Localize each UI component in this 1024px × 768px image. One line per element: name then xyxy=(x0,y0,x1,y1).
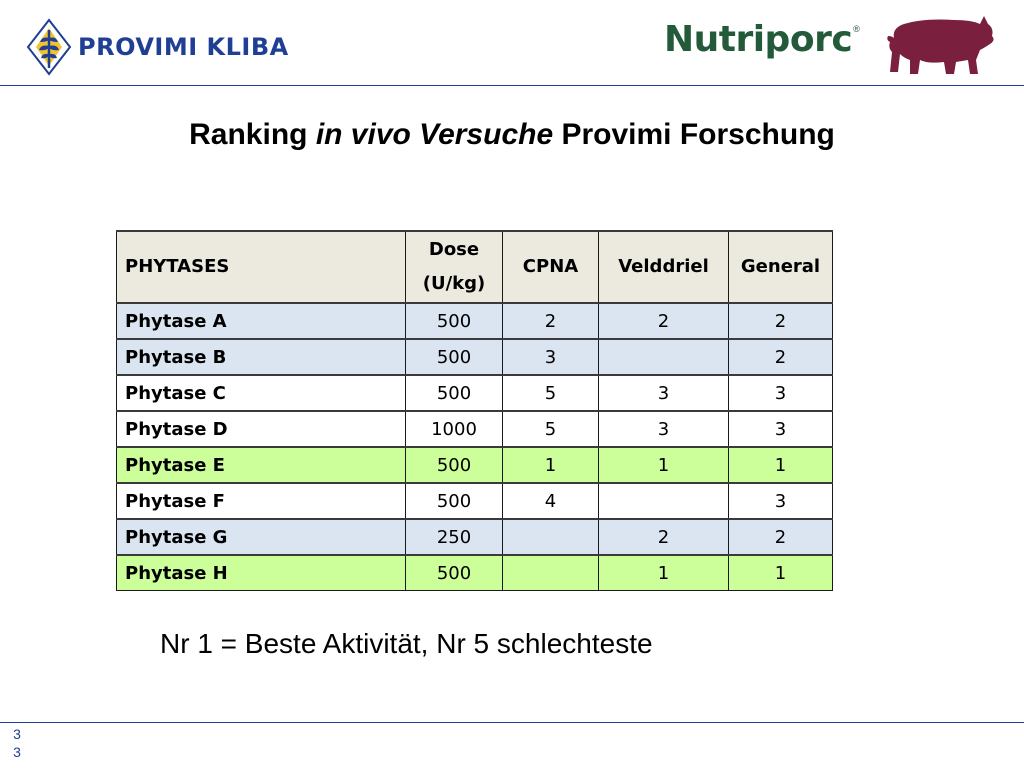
wheat-emblem-icon xyxy=(26,18,72,76)
header-dose-line1: Dose xyxy=(428,239,480,260)
cell-name: Phytase C xyxy=(117,375,406,411)
cell-cpna: 2 xyxy=(503,303,599,339)
cell-dose: 500 xyxy=(406,339,503,375)
header-dose xyxy=(406,231,503,303)
table-row xyxy=(117,555,833,591)
cell-cpna: 4 xyxy=(503,483,599,519)
cell-general: 1 xyxy=(729,447,833,483)
footer-divider xyxy=(0,722,1024,723)
nutriporc-wordmark: Nutriporc xyxy=(664,19,853,60)
table-row xyxy=(117,483,833,519)
cell-dose: 500 xyxy=(406,303,503,339)
cell-cpna xyxy=(503,519,599,555)
cell-dose: 500 xyxy=(406,555,503,591)
cell-dose: 500 xyxy=(406,447,503,483)
cell-velddriel: 1 xyxy=(599,555,729,591)
cell-dose: 500 xyxy=(406,483,503,519)
table-row xyxy=(117,519,833,555)
cell-velddriel xyxy=(599,339,729,375)
cell-cpna: 3 xyxy=(503,339,599,375)
cell-general: 3 xyxy=(729,483,833,519)
title-part-3: Provimi Forschung xyxy=(553,118,835,151)
cell-general: 3 xyxy=(729,375,833,411)
header-cpna: CPNA xyxy=(503,231,599,303)
cell-general: 2 xyxy=(729,519,833,555)
cell-velddriel xyxy=(599,483,729,519)
provimi-kliba-logo xyxy=(26,18,289,76)
header-general: General xyxy=(729,231,833,303)
header-velddriel: Velddriel xyxy=(599,231,729,303)
cell-velddriel: 3 xyxy=(599,411,729,447)
cell-name: Phytase E xyxy=(117,447,406,483)
header-phytases: PHYTASES xyxy=(117,231,406,303)
cell-name: Phytase G xyxy=(117,519,406,555)
cell-velddriel: 1 xyxy=(599,447,729,483)
cell-velddriel: 2 xyxy=(599,519,729,555)
table-row xyxy=(117,339,833,375)
provimi-kliba-wordmark: PROVIMI KLIBA xyxy=(78,33,289,61)
registered-mark: ® xyxy=(853,24,860,34)
cell-velddriel: 2 xyxy=(599,303,729,339)
slide-title xyxy=(0,118,1024,152)
header-divider xyxy=(0,85,1024,86)
phytase-ranking-table xyxy=(116,230,833,591)
cell-name: Phytase B xyxy=(117,339,406,375)
table-row xyxy=(117,303,833,339)
table-row xyxy=(117,375,833,411)
cell-cpna: 1 xyxy=(503,447,599,483)
cell-dose: 250 xyxy=(406,519,503,555)
nutriporc-logo xyxy=(664,19,860,60)
cell-velddriel: 3 xyxy=(599,375,729,411)
cell-general: 2 xyxy=(729,339,833,375)
cell-name: Phytase H xyxy=(117,555,406,591)
cell-general: 3 xyxy=(729,411,833,447)
table-row xyxy=(117,447,833,483)
header-dose-line2: (U/kg) xyxy=(422,273,486,294)
page-number xyxy=(10,725,24,761)
cell-name: Phytase F xyxy=(117,483,406,519)
title-part-1: Ranking xyxy=(189,118,316,151)
cell-dose: 500 xyxy=(406,375,503,411)
cell-cpna: 5 xyxy=(503,411,599,447)
pig-icon xyxy=(884,10,996,78)
cell-dose: 1000 xyxy=(406,411,503,447)
cell-name: Phytase D xyxy=(117,411,406,447)
page-number-line2: 3 xyxy=(13,744,21,760)
page-number-line1: 3 xyxy=(13,726,21,742)
cell-cpna: 5 xyxy=(503,375,599,411)
cell-general: 2 xyxy=(729,303,833,339)
ranking-legend-note: Nr 1 = Beste Aktivität, Nr 5 schlechteste xyxy=(160,628,653,659)
table-row xyxy=(117,411,833,447)
table-header-row xyxy=(117,231,833,303)
cell-name: Phytase A xyxy=(117,303,406,339)
cell-general: 1 xyxy=(729,555,833,591)
cell-cpna xyxy=(503,555,599,591)
slide-header xyxy=(0,0,1024,86)
title-part-italic: in vivo Versuche xyxy=(315,118,554,151)
